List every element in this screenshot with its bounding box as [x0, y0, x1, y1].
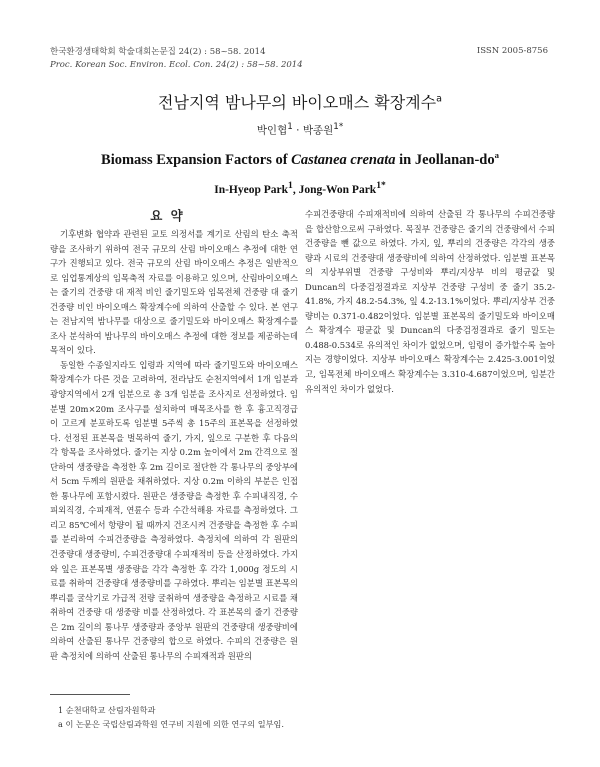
author-2-en: Jong-Won Park	[298, 183, 377, 196]
issn: ISSN 2005-8756	[476, 46, 548, 56]
author-1-en-mark: 1	[288, 180, 293, 191]
abstract-paragraph-2-start: 동일한 수종일지라도 입령과 지역에 따라 줄기밀도와 바이오매스 확장계수가 다른 것을 고려하여, 전라남도 순천지역에서 1개 임분과 광양지역에서 2개 임분으로 총 3개 임분을 조사지로 선정하였다. 임분별 20m×20m 조사구를 설치하여 매목조사를 한 후 흉고직경급이 고르게 분포하도록 임분별 5주씩 총 15주의 표본목을 선정하였다. 선정된 표본목을 벌목하여 줄기, 가지, 잎으로 구분한 후 다음의 각 항목을 조사하였다. 줄기는 지상 0.2m 높이에서 2m 간격으로 절단하여 생중량을 측정한 후 2m 길이로 절단한 각 통나무의 중앙부에서 5cm 두께의 원판을 채취하였다. 지상 0.2m 이하의 부분은 인접한 통나무에 포함시켰다. 원판은 생중량을 측정한 후 수피내직경, 수피외직경, 수피재적, 연륜수 등과 수간석해용 자료를 측정하였다. 그리고 85℃에서 항량이 될 때까지 건조시켜 건중량을 측정한 후 수피를 분리하여 수피건중량을 측정하였다. 측정치에 의하여 각 원판의 건중량대 생중량비, 수피건중량대 수피재적비 등을 산정하였다. 가지와 잎은 표본목별 생중량을 각각 측정한 후 각각 1,000g 정도의 시료를 취하여 건중량대 생중량비를 구하였다. 뿌리는 임분별 표본목의 뿌리를 굴삭기로 가급적 전량 굴취하여 생중량을 측정하고 시료를 채취하여 건중량 대 생중량 비를 산정하였다. 각 표본목의 줄기 건중량은 2m 길이의 통나무 생중량과 중앙부 원판의 건중량대 생중량비에 의하여 산출된 통나무 건중량의 합으로 하였다. 수피의 건중량은 원판 측정치에 의하여 산출된 통나무의 수피재적과 원판의	[50, 359, 298, 661]
abstract-heading: 요 약	[150, 208, 185, 223]
author-2-ko: 박종원	[302, 124, 334, 137]
author-2-ko-mark: 1*	[333, 122, 344, 132]
author-1-ko-mark: 1	[287, 122, 293, 132]
authors-korean	[0, 122, 600, 138]
journal-citation	[50, 46, 303, 72]
footnote-funding: a 이 논문은 국립산림과학원 연구비 지원에 의한 연구의 일부임.	[58, 719, 285, 729]
footnote-affiliation: 1 순천대학교 산림자원학과	[58, 705, 156, 715]
authors-english	[0, 180, 600, 196]
author-2-en-mark: 1*	[376, 180, 386, 191]
author-separator-ko: ·	[292, 124, 303, 137]
abstract-column-left	[50, 227, 298, 663]
journal-citation-en: Proc. Korean Soc. Environ. Ecol. Con. 24(2) : 58~58. 2014	[50, 60, 303, 70]
journal-citation-ko: 한국환경생태학회 학술대회논문집 24(2) : 58~58. 2014	[50, 47, 266, 57]
author-1-en: In-Hyeop Park	[214, 183, 289, 196]
title-english-prefix: Biomass Expansion Factors of	[101, 151, 292, 168]
title-korean	[0, 90, 600, 113]
abstract-paragraph-1: 기후변화 협약과 관련된 교토 의정서를 계기로 산림의 탄소 축적량을 조사하기 위하여 전국 규모의 산림 바이오매스 추정에 대한 연구가 진행되고 있다. 전국 규모의 산림 바이오매스 추정은 일반적으로 임업통계상의 임목축적 자료를 이용하고 있으며, 산림바이오매스는 줄기의 건중량 대 재적 비인 줄기밀도와 임목전체 건중량 대 줄기 건중량 비인 바이오매스 확장계수에 의하여 산출할 수 있다. 본 연구는 전남지역 밤나무를 대상으로 줄기밀도와 바이오매스 확장계수를 조사 분석하여 밤나무의 바이오매스 추정에 대한 정보를 제공하는데 목적이 있다.	[50, 229, 298, 356]
footnotes	[58, 703, 284, 731]
title-korean-footnote-mark: a	[436, 93, 442, 105]
title-korean-text: 전남지역 밤나무의 바이오매스 확장계수	[158, 93, 437, 112]
title-english	[0, 150, 600, 169]
title-english-footnote-mark: a	[494, 150, 499, 160]
title-english-suffix: in Jeollanan-do	[395, 151, 495, 168]
abstract-column-right	[305, 207, 555, 396]
author-1-ko: 박인협	[256, 124, 288, 137]
title-english-species: Castanea crenata	[291, 151, 396, 168]
author-separator-en: ,	[292, 183, 299, 196]
footnote-divider	[50, 694, 130, 695]
abstract-paragraph-2-continued: 수피건중량대 수피재적비에 의하여 산출된 각 통나무의 수피건중량을 합산함으로써 구하였다. 목질부 건중량은 줄기의 건중량에서 수피건중량을 뺀 값으로 하였다. 가지, 잎, 뿌리의 건중량은 각각의 생중량과 시료의 건중량대 생중량비에 의하여 산정하였다. 임분별 표본목의 지상부위별 건중량 구성비와 뿌리/지상부 비의 평균값 및 Duncan의 다중검정결과로 지상부 건중량 구성비 중 줄기 35.2-41.8%, 가지 48.2-54.3%, 잎 4.2-13.1%이었다. 뿌리/지상부 건중량비는 0.371-0.482이었다. 임분별 표본목의 줄기밀도와 바이오매스 확장계수 평균값 및 Duncan의 다중검정결과로 줄기 밀도는 0.488-0.534로 유의적인 차이가 없었으며, 임령이 증가할수록 높아지는 경향이었다. 지상부 바이오매스 확장계수는 2.425-3.001이었고, 임목전체 바이오매스 확장계수는 3.310-4.687이었으며, 임분간 유의적인 차이가 없었다.	[305, 209, 555, 394]
